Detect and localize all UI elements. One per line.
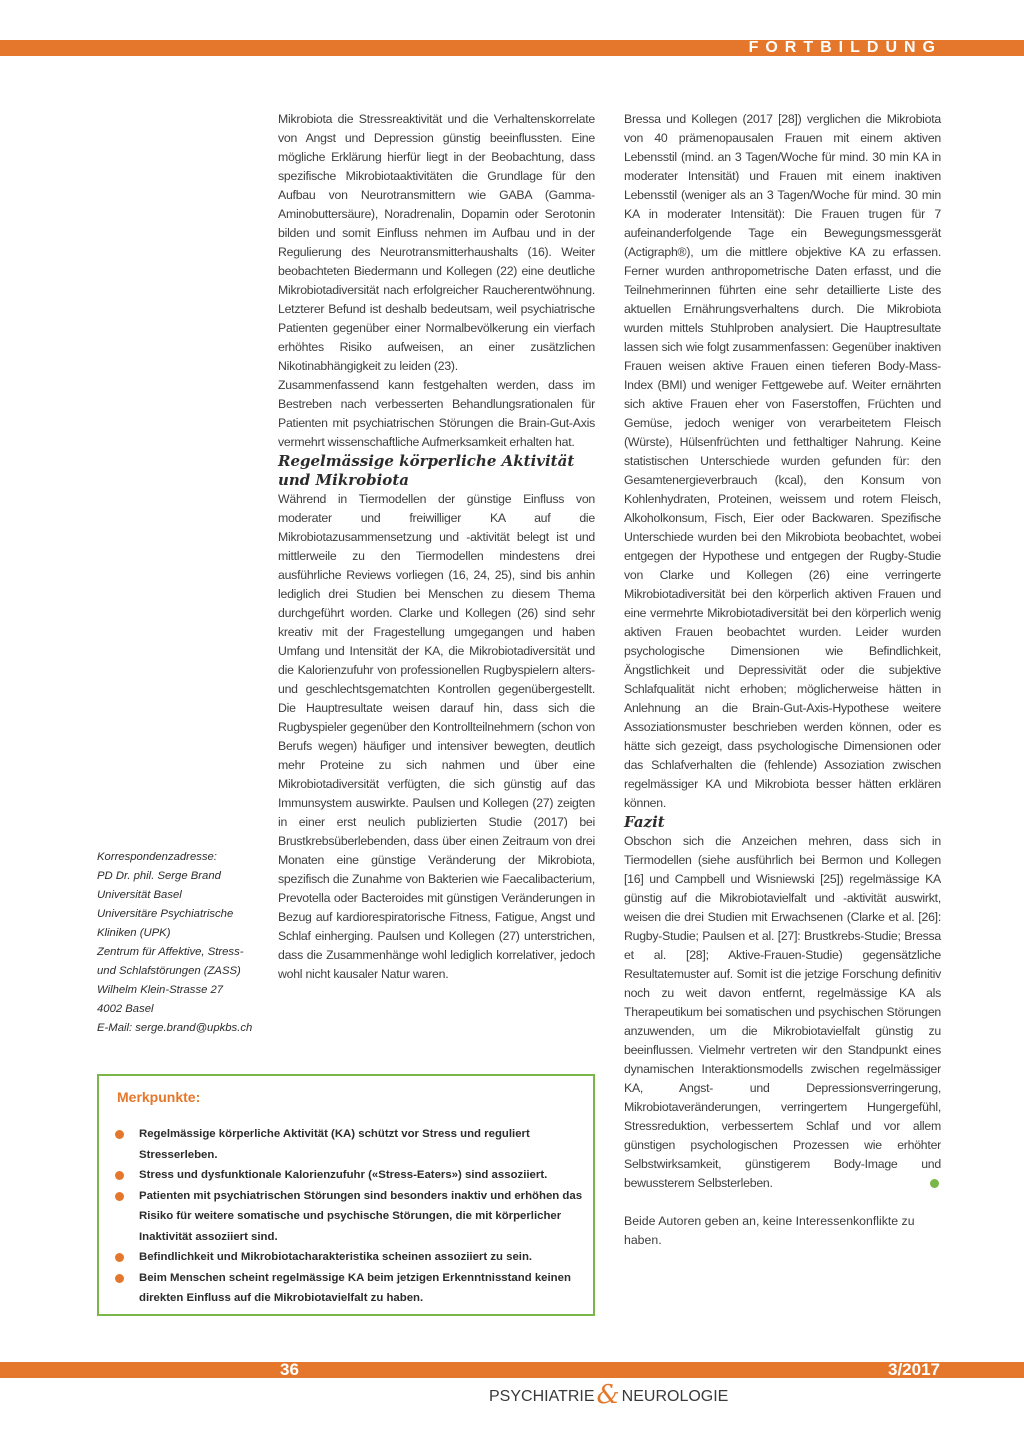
footer-bar [0,1362,1024,1378]
bullet-icon [115,1171,124,1180]
key-point-text: Patienten mit psychiatrischen Störungen sind besonders inaktiv und erhöhen das Risiko für weitere somatische und psychische Störungen, die mit körperlicher Inaktivität assoziiert sind. [139,1189,583,1243]
key-points-title: Merkpunkte: [117,1089,201,1105]
address-line: Universitäre Psychiatrische [97,908,234,920]
summary-paragraph: Zusammenfassend kann festgehalten werden, dass im Bestreben nach verbesserten Behandlungsrationalen für Patienten mit psychiatrischen Störungen die Brain-Gut-Axis vermehrt wissenschaftliche Aufmerksamkeit erhalten hat. [278,378,595,449]
address-line: Korrespondenzadresse: [97,851,217,863]
right-column [624,110,941,1250]
key-point-text: Stress und dysfunktionale Kalorienzufuhr («Stress-Eaters») sind assoziiert. [139,1169,548,1181]
key-point-text: Befindlichkeit und Mikrobiotacharakteristika scheinen assoziiert zu sein. [139,1251,533,1263]
key-points-list [113,1124,583,1309]
bressa-paragraph: Bressa und Kollegen (2017 [28]) verglichen die Mikrobiota von 40 prämenopausalen Frauen mit einem aktiven Lebensstil (mind. an 3 Tagen/Woche für mind. 30 min KA in moderater Intensität) und Frauen mit einem inaktiven Lebensstil (weniger als an 3 Tagen/Woche für mind. 30 min KA in moderater Intensität): Die Frauen trugen für 7 aufeinanderfolgende Tage ein Bewegungsmessgerät (Actigraph®), um die mittlere objektive KA zu erfassen. Ferner wurden anthropometrische Daten erfasst, und die Teilnehmerinnen führten eine sehr detaillierte Liste des aktuellen Ernährungsverhaltens durch. Die Mikrobiota wurden mittels Stuhlproben analysiert. Die Hauptresultate lassen sich wie folgt zusammenfassen: Gegenüber inaktiven Frauen weisen aktive Frauen einen tieferen Body-Mass-Index (BMI) und weniger Fettgewebe auf. Weiter ernährten sich aktive Frauen eher von Faserstoffen, Früchten und Gemüse, jedoch weniger von verarbeitetem Fleisch (Würste), Hülsenfrüchten und fetthaltiger Nahrung. Keine statistischen Unterschiede wurden gefunden für: den Gesamtenergieverbrauch (kcal), den Konsum von Kohlenhydraten, Proteinen, weissem und rotem Fleisch, Alkoholkonsum, Fisch, Eier oder Backwaren. Spezifische Unterschiede wurden bei den Mikrobiota beobachtet, wobei entgegen der Hypothese und entgegen der Rugby-Studie von Clarke und Kollegen (26) eine verringerte Mikrobiotadiversität bei den körperlich aktiven Frauen und eine vermehrte Mikrobiotadiversität bei den körperlich wenig aktiven Frauen beobachtet wurden. Leider wurden psychologische Dimensionen wie Befindlichkeit, Ängstlichkeit und Depressivität oder die subjektive Schlafqualität nicht erhoben; möglicherweise hätten in Anlehnung an die Brain-Gut-Axis-Hypothese weitere Assoziationsmuster beschrieben werden können, oder es hätte sich gezeigt, dass psychologische Dimensionen oder das Schlafverhalten die (fehlende) Assoziation zwischen regelmässiger KA und Mikrobiota besser hätten erklären können. [624,112,941,810]
bullet-icon [115,1192,124,1201]
bullet-icon [115,1274,124,1283]
end-mark-icon [930,1179,939,1188]
section-heading-fazit: Fazit [624,813,665,831]
list-item [113,1268,583,1309]
section-heading-activity: Regelmässige körperliche Aktivität und Mikrobiota [278,452,575,489]
activity-paragraph: Während in Tiermodellen der günstige Einfluss von moderater und freiwilliger KA auf die Mikrobiotazusammensetzung und -aktivität belegt ist und mittlerweile zu den Tiermodellen mindestens drei ausführliche Reviews vorliegen (16, 24, 25), sind bis anhin lediglich drei Studien bei Menschen zu diesem Thema durchgeführt worden. Clarke und Kollegen (26) sind sehr kreativ mit der Fragestellung umgegangen und haben Umfang und Intensität der KA, die Mikrobiotadiversität und die Kalorienzufuhr von professionellen Rugbyspielern alters- und geschlechtsgematchten Kontrollen gegenübergestellt. Die Hauptresultate weisen darauf hin, dass sich die Rugbyspieler gegenüber den Kontrollteilnehmern (schon von Berufs wegen) häufiger und intensiver bewegten, deutlich mehr Proteine zu sich nahmen und über eine Mikrobiotadiversität verfügten, die sich günstig auf das Immunsystem auswirkte. Paulsen und Kollegen (27) zeigten in einer erst neulich publizierten Studie (2017) bei Brustkrebsüberlebenden, dass über einen Zeitraum von drei Monaten eine günstige Veränderung der Mikrobiota, spezifisch die Zunahme von Bakterien wie Faecalibacterium, Prevotella oder Bacteroides mit günstigen Veränderungen in Bezug auf kardiorespiratorische Fitness, Fatigue, Angst und Schlaf einherging. Paulsen und Kollegen (27) unterstrichen, dass die Zusammenhänge wohl lediglich korrelativer, jedoch wohl nicht kausaler Natur waren. [278,492,595,981]
bullet-icon [115,1130,124,1139]
journal-name-right: NEUROLOGIE [621,1388,729,1405]
list-item [113,1165,583,1186]
email-link[interactable]: E-Mail: serge.brand@upkbs.ch [97,1022,253,1034]
list-item [113,1124,583,1165]
correspondence-address [97,848,272,1038]
address-line: 4002 Basel [97,1003,154,1015]
list-item [113,1247,583,1268]
ampersand-logo-icon: & [596,1380,620,1410]
fazit-paragraph [624,832,941,1193]
address-line: und Schlafstörungen (ZASS) [97,965,241,977]
list-item [113,1186,583,1248]
middle-column [278,110,595,984]
fazit-text: Obschon sich die Anzeichen mehren, dass sich in Tiermodellen (siehe ausführlich bei Bermon und Kollegen [16] und Campbell und Wisniewski [25]) regelmässige KA günstig auf die Mikrobiotavielfalt und -aktivität auswirkt, weisen die drei Studien mit Erwachsenen (Clarke et al. [26]: Rugby-Studie; Paulsen et al. [27]: Brustkrebs-Studie; Bressa et al. [28]; Aktive-Frauen-Studie) gegensätzliche Resultatemuster auf. Somit ist die jetzige Forschung definitiv noch zu weit davon entfernt, regelmässige KA als Therapeutikum bei somatischen und psychischen Störungen anzuwenden, um die Mikrobiotavielfalt günstig zu beeinflussen. Vielmehr vertreten wir den Standpunkt eines dynamischen Interaktionsmodells zwischen regelmässiger KA, Angst- und Depressionsverringerung, Mikrobiotaveränderungen, verringertem Hungergefühl, Stressreduktion, verbessertem Schlaf und vor allem günstigen psychologischen Prozessen wie erhöhter Selbstwirksamkeit, günstigerem Body-Image und bewussterem Selbsterleben. [624,834,941,1190]
disclosure-paragraph: Beide Autoren geben an, keine Interessenkonflikte zu haben. [624,1214,915,1247]
address-line: Wilhelm Klein-Strasse 27 [97,984,224,996]
key-point-text: Beim Menschen scheint regelmässige KA beim jetzigen Erkenntnisstand keinen direkten Einfluss auf die Mikrobiotavielfalt zu haben. [139,1271,571,1304]
address-line: Zentrum für Affektive, Stress- [97,946,244,958]
page-number: 36 [280,1360,299,1379]
journal-logo [489,1380,728,1410]
intro-paragraph: Mikrobiota die Stressreaktivität und die Verhaltenskorrelate von Angst und Depression günstig beeinflussten. Eine mögliche Erklärung hierfür liegt in der Beobachtung, dass spezifische Mikrobiotaaktivitäten die Grundlage für den Aufbau von Neurotransmittern wie GABA (Gamma-Aminobuttersäure), Noradrenalin, Dopamin oder Serotonin bilden und somit Einfluss nehmen im Aufbau und in der Regulierung des Neurotransmitterhaushalts (16). Weiter beobachteten Biedermann und Kollegen (22) eine deutliche Mikrobiotadiversität nach erfolgreicher Raucherentwöhnung. Letzterer Befund ist deshalb bedeutsam, weil psychiatrische Patienten gegenüber einer Normalbevölkerung ein vierfach erhöhtes Risiko aufweisen, an einer zusätzlichen Nikotinabhängigkeit zu leiden (23). [278,112,595,373]
issue-number: 3/2017 [888,1360,940,1379]
key-points-box [97,1074,595,1316]
section-label: FORTBILDUNG [748,39,942,56]
address-line: Universität Basel [97,889,182,901]
bullet-icon [115,1253,124,1262]
key-point-text: Regelmässige körperliche Aktivität (KA) schützt vor Stress und reguliert Stresserleben. [139,1128,530,1161]
address-line: PD Dr. phil. Serge Brand [97,870,221,882]
address-line: Kliniken (UPK) [97,927,171,939]
journal-name-left: PSYCHIATRIE [489,1388,595,1405]
